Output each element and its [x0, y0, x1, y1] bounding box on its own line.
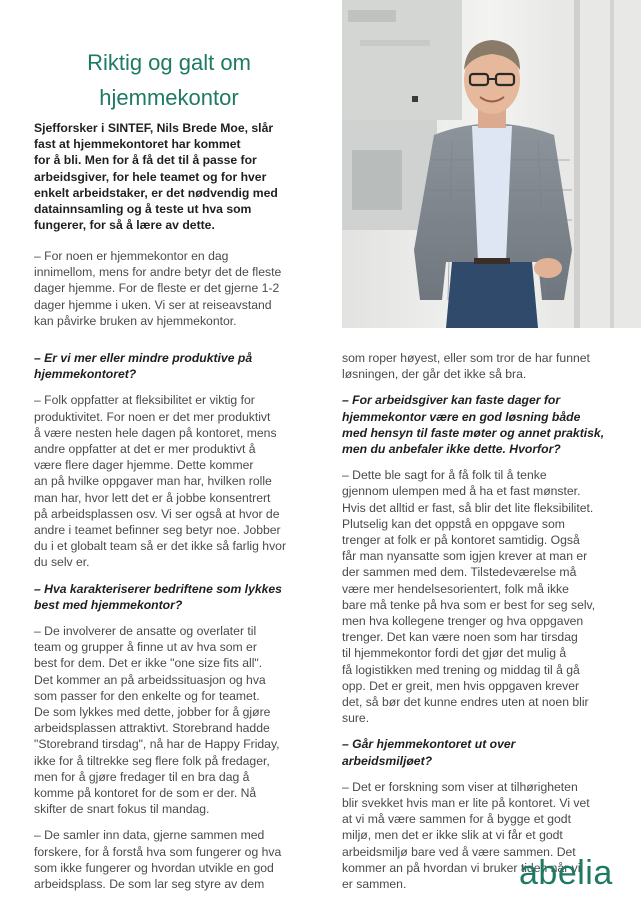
question-line: arbeidsmiljøet? — [342, 753, 433, 768]
answer-line: på arbeidsplassen osv. Vi ser også at hvor de — [34, 506, 280, 521]
answer — [34, 392, 304, 570]
answer-line: De som lykkes med dette, jobber for å gjøre — [34, 705, 271, 720]
lead-line: fast at hjemmekontoret har kommet — [34, 137, 241, 152]
intro-paragraph — [34, 248, 296, 329]
intro-line: – For noen er hjemmekontor en dag — [34, 249, 229, 263]
answer-line: gjennom ulempen med å ha et fast mønster. — [342, 484, 581, 499]
abelia-logo: abelia — [519, 854, 613, 892]
answer-line: der sammen med dem. Tilstedeværelse må — [342, 565, 577, 580]
answer-line: Hvis det alltid er fast, så blir det lite fleksibilitet. — [342, 500, 594, 515]
answer-line: du selv er. — [34, 555, 90, 570]
answer-line: få logistikken med trening og middag til å gå — [342, 662, 580, 677]
left-column — [34, 350, 304, 892]
question-line: – For arbeidsgiver kan faste dager for — [342, 393, 561, 408]
answer-line: team og grupper å finne ut av hva som er — [34, 640, 257, 655]
question — [342, 736, 612, 768]
question-line: med hensyn til faste møter og annet praktisk, — [342, 425, 605, 440]
answer-line: produktivitet. For noen er det mer produktivt — [34, 409, 271, 424]
question-line: – Hva karakteriserer bedriftene som lykkes — [34, 581, 282, 596]
answer-line: arbeidsmiljø bare ved å være sammen. Det — [342, 844, 576, 859]
lead-line: for å bli. Men for å få det til å passe for — [34, 153, 257, 168]
answer-line: trenger at folk er på kontoret samtidig. Også — [342, 533, 580, 548]
lead-line: datainnsamling og å teste ut hva som — [34, 202, 252, 217]
answer-line: andre i teamet befinner seg betyr noe. Jobber — [34, 523, 281, 538]
answer-line: du i et globalt team så er det ikke så farlig hvor — [34, 539, 287, 554]
answer-line: men hva kollegene trenger og hva oppgaven — [342, 614, 584, 629]
answer-line: – De samler inn data, gjerne sammen med — [34, 828, 265, 843]
intro-line: innimellom, mens for andre betyr det de fleste — [34, 265, 282, 280]
answer-line: arbeidsplass. De som lar seg styre av dem — [34, 877, 265, 892]
answer-line: blir svekket hvis man er lite på kontoret. Vi vet — [342, 796, 590, 811]
answer-line: – De involverer de ansatte og overlater til — [34, 624, 257, 639]
title-line-1: Riktig og galt om — [87, 49, 251, 75]
question-line: – Er vi mer eller mindre produktive på — [34, 351, 253, 365]
question — [34, 581, 304, 613]
lead-line: Sjefforsker i SINTEF, Nils Brede Moe, slår — [34, 121, 274, 135]
lead-line: enkelt arbeidstaker, er det nødvendig med — [34, 185, 278, 200]
question-line: hjemmekontoret? — [34, 367, 137, 382]
answer-line: løsningen, der går det ikke så bra. — [342, 367, 527, 382]
answer — [342, 467, 612, 726]
intro-line: kan påvirke bruken av hjemmekontor. — [34, 313, 237, 328]
answer-line: men for å gjøre fredager til en bra dag å — [34, 769, 250, 784]
answer-line: best for dem. Det er ikke "one size fits all". — [34, 656, 263, 671]
answer-line: til hjemmekontor fordi det gjør det mulig å — [342, 646, 567, 661]
question — [34, 350, 304, 382]
answer-line: kommer an på hvordan vi bruker tiden når vi — [342, 860, 581, 875]
answer-line: skifter de snart fokus til mandag. — [34, 802, 210, 817]
answer-line: som roper høyest, eller som tror de har funnet — [342, 351, 590, 365]
answer-line: får man nyansatte som igjen krever at man er — [342, 549, 588, 564]
article-title — [40, 45, 298, 115]
lead-paragraph — [34, 120, 296, 233]
answer-line: sure. — [342, 711, 370, 726]
answer — [342, 350, 612, 382]
answer-line: være flere dager hjemme. Dette kommer — [34, 458, 254, 473]
question-line: hjemmekontor være en god løsning både — [342, 409, 581, 424]
answer-line: komme på kontoret for de som er der. Nå — [34, 786, 257, 801]
question — [342, 392, 612, 457]
question-line: best med hjemmekontor? — [34, 597, 183, 612]
answer-line: arbeidsplassen attraktivt. Storebrand hadde — [34, 721, 270, 736]
answer-line: som ikke fungerer og hvordan utvikle en god — [34, 860, 274, 875]
answer-line: opp. Det er greit, men hvis oppgaven krever — [342, 678, 580, 693]
answer-line: forskere, for å forstå hva som fungerer og hva — [34, 844, 282, 859]
answer-line: Det kommer an på arbeidssituasjon og hva — [34, 672, 266, 687]
answer-line: være mer hendelsesorientert, folk må ikke — [342, 581, 569, 596]
lead-line: arbeidsgiver, for hele teamet og for hver — [34, 169, 267, 184]
answer-line: – Folk oppfatter at fleksibilitet er viktig for — [34, 393, 255, 408]
answer-line: at vi må være sammen for å bygge et godt — [342, 812, 571, 827]
portrait-photo — [342, 0, 641, 328]
answer — [34, 623, 304, 817]
answer-line: Plutselig kan det oppstå en oppgave som — [342, 516, 565, 531]
answer — [34, 827, 304, 892]
question-line: men du anbefaler ikke dette. Hvorfor? — [342, 442, 561, 457]
answer-line: an på hvilke oppgaver man har, hvilken rolle — [34, 474, 272, 489]
answer-line: – Det er forskning som viser at tilhørigheten — [342, 779, 578, 794]
answer-line: å være nesten hele dagen på kontoret, mens — [34, 425, 277, 440]
answer-line: det, så bør det kunne endres uten at noen blir — [342, 695, 589, 710]
answer-line: bare må tenke på hva som er best for seg selv, — [342, 597, 596, 612]
right-column — [342, 350, 612, 892]
intro-line: dager hjemme i uken. Vi ser at reiseavstand — [34, 297, 272, 312]
answer-line: andre oppfatter at det er mer produktivt å — [34, 442, 256, 457]
answer-line: – Dette ble sagt for å få folk til å tenke — [342, 468, 547, 483]
answer-line: man har, hvor lett det er å jobbe konsentrert — [34, 490, 271, 505]
answer-line: som passer for den enkelte og for teamet. — [34, 688, 260, 703]
answer-line: miljø, men det er ikke slik at vi får et godt — [342, 828, 563, 843]
lead-line: fungerer, for så å lære av dette. — [34, 218, 215, 233]
intro-line: dager hjemme. For de fleste er det gjerne 1-2 — [34, 281, 280, 296]
answer-line: ikke for å tiltrekke seg flere folk på fredager, — [34, 753, 270, 768]
answer-line: er sammen. — [342, 877, 407, 892]
question-line: – Går hjemmekontoret ut over — [342, 737, 516, 752]
answer-line: trenger. Det kan være noen som har tirsdag — [342, 630, 578, 645]
title-line-2: hjemmekontor — [99, 84, 239, 110]
portrait-illustration — [342, 0, 641, 328]
answer-line: "Storebrand tirsdag", nå har de Happy Friday, — [34, 737, 280, 752]
